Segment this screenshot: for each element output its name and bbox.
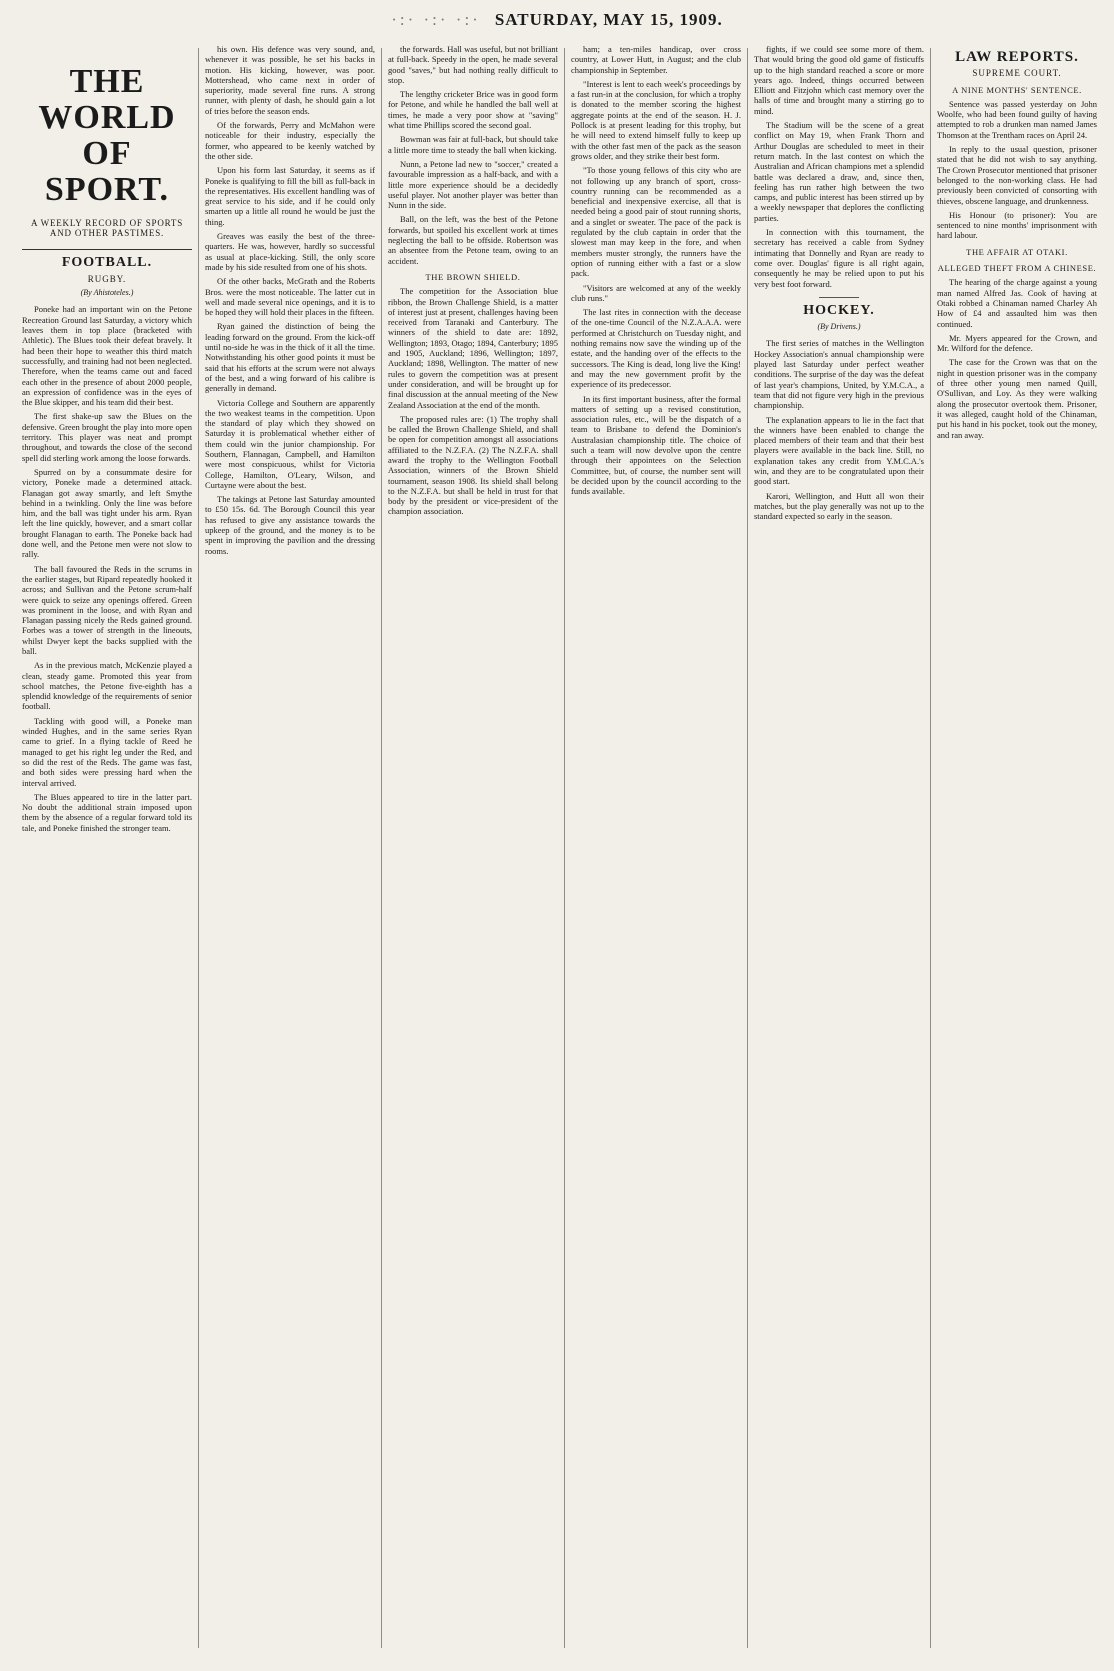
paragraph: The takings at Petone last Saturday amounted to £50 15s. 6d. The Borough Council this year has refused to give any assistance towards the upkeep of the ground, and the money is to be spent in improving the pavilion and the dressing rooms. (205, 494, 375, 556)
column-rule (381, 48, 382, 1648)
column-4 (571, 44, 741, 1659)
paragraph: "To those young fellows of this city who are not following up any branch of sport, cross-country running can be recommended as a beneficial and inexpensive exercise, all that is needed being a good pair of stout running shorts, and a singlet or sweater. The pace of the pack is regulated by the club captain in order that the slowest man may keep in the fore, and when members muster strongly, the runners have the option of running either with a fast or a slow pack. (571, 165, 741, 279)
paragraph: The ball favoured the Reds in the scrums in the earlier stages, but Ripard repeatedly hooked it across; and Sullivan and the Petone scrum-half were quick to seize any openings offered. Green was prominent in the loose, and with Ryan and Flanagan passing nicely the Reds gained ground. Forbes was a tower of strength in the lineouts, whilst Dwyer kept the backs supplied with the ball. (22, 563, 192, 656)
column-2 (205, 44, 375, 1659)
byline: (By Drivens.) (817, 322, 861, 332)
paragraph: In reply to the usual question, prisoner stated that he did not wish to say anything. The Crown Prosecutor mentioned that prisoner belonged to the non-working class. He had previously been convicted of consorting with thieves, obscene language, and drunkenness. (937, 144, 1097, 206)
column-rule (564, 48, 565, 1648)
subhead-rugby: RUGBY. (87, 273, 127, 284)
paragraph: the forwards. Hall was useful, but not brilliant at full-back. Speedy in the open, he made several good "saves," but had nothing really difficult to stop. (388, 44, 558, 85)
column-3 (388, 44, 558, 1659)
caption: THE AFFAIR AT OTAKI. (966, 246, 1068, 257)
paragraph: The first shake-up saw the Blues on the defensive. Green brought the play into more open territory. This player was neat and prompt throughout, and towards the close of the second spell did sterling work among the loose forwards. (22, 411, 192, 463)
paragraph: The last rites in connection with the decease of the one-time Council of the N.Z.A.A.A. were performed at Christchurch on Tuesday night, and nothing remains now save the winding up of the estate, and the handing over of the effects to the successors. The King is dead, long live the King! and may the new government profit by the experience of its predecessor. (571, 307, 741, 390)
paragraph: Ryan gained the distinction of being the leading forward on the ground. From the kick-off until no-side he was in the thick of it all the time. Notwithstanding his other good points it must be said that his efforts at the scrum were not always of the best, and a wing forward of his calibre is generally in demand. (205, 321, 375, 394)
paragraph: The lengthy cricketer Brice was in good form for Petone, and while he handled the ball well at times, he made a very poor show at "saving" what time Phillips scored the second goal. (388, 89, 558, 131)
paragraph: Ball, on the left, was the best of the Petone forwards, but spoiled his excellent work at times neglecting the ball to be offside. Robertson was an absentee from the Petone team, owing to an accident. (388, 214, 558, 266)
paragraph: The first series of matches in the Wellington Hockey Association's annual championship were played last Saturday under perfect weather conditions. The surprise of the day was the defeat of last year's champions, United, by Y.M.C.A., a team that did not figure very high in the previous championship. (754, 338, 924, 411)
paragraph: As in the previous match, McKenzie played a clean, steady game. Promoted this year from school matches, the Petone five-eighth has a splendid knowledge of the requirements of senior football. (22, 660, 192, 712)
caption: A NINE MONTHS' SENTENCE. (952, 84, 1082, 95)
column-rule (930, 48, 931, 1648)
column-5 (754, 44, 924, 1659)
paragraph: The explanation appears to lie in the fact that the winners have been enabled to change the placed members of their team and that their best players were available in the back line. Still, no explanation takes any credit from Y.M.C.A.'s win, and they are to be congratulated upon their good start. (754, 414, 924, 487)
paragraph: Of the other backs, McGrath and the Roberts Bros. were the most noticeable. The latter cut in well and made several nice openings, and it is to be hoped they will hold their places in the fifteen. (205, 276, 375, 318)
paragraph: In its first important business, after the formal matters of setting up a revised constitution, association rules, etc., will be the dispatch of a team to Brisbane to defend the Dominion's Australasian championship title. The choice of such a team will now devolve upon the centre through their appointees on the Selection Committee, but, of course, the number sent will be decided upon by the council according to the funds available. (571, 393, 741, 497)
running-head (0, 0, 1114, 40)
masthead: THE WORLD OF SPORT. (38, 63, 176, 208)
paragraph: "Interest is lent to each week's proceedings by a fast run-in at the conclusion, for which a trophy is donated to the member scoring the highest aggregate points at the end of the season. H. J. Pollock is at present leading for this trophy, but he will need to extend himself fully to keep up with the other fast men of the pack as the season grows older, and they strike their best form. (571, 78, 741, 161)
paragraph: his own. His defence was very sound, and, whenever it was possible, he set his backs in motion. His kicking, however, was poor. Mottershead, who came next in order of superiority, made several fine runs. A strong runner, with plenty of dash, he should gain a lot of tries before the season ends. (205, 44, 375, 116)
paragraph: "Visitors are welcomed at any of the weekly club runs." (571, 282, 741, 303)
paragraph: The case for the Crown was that on the night in question prisoner was in the company of three other young men named Quill, O'Sullivan, and Loy. As they were walking along the prosecutor overtook them. Prisoner, it was alleged, caught hold of the Chinaman, put his hand in his pocket, took out the money, and ran away. (937, 357, 1097, 440)
caption: ALLEGED THEFT FROM A CHINESE. (937, 263, 1097, 274)
paragraph: The proposed rules are: (1) The trophy shall be called the Brown Challenge Shield, and shall be open for competition amongst all associations affiliated to the N.Z.F.A. (2) The N.Z.F.A. shall award the trophy to the Wellington Football Association, winners of the Brown Shield tournament, season 1908. Its shield shall belong to the N.Z.F.A. but shall be held in trust for that body by the president or vice-president of the champion association. (388, 413, 558, 517)
byline: (By Ahistoteles.) (80, 288, 134, 298)
paragraph: The hearing of the charge against a young man named Alfred Jas. Cook of having at Otaki robbed a Chinaman named Charley Ah How of £4 and assaulted him was then continued. (937, 277, 1097, 329)
section-divider (819, 297, 859, 298)
paragraph: Upon his form last Saturday, it seems as if Poneke is qualifying to fill the bill as full-back in the representatives. His excellent handling was of great service to his side, and if he could only smarten up a little all round he would be just the thing. (205, 165, 375, 227)
paragraph: Mr. Myers appeared for the Crown, and Mr. Wilford for the defence. (937, 332, 1097, 354)
paragraph: The competition for the Association blue ribbon, the Brown Challenge Shield, is a matter of interest just at present, challenges having been received from Taranaki and Canterbury. The winners of the shield to date are: 1892, Wellington; 1893, Otago; 1894, Canterbury; 1895 and 1905, Auckland; 1896, Wellington; 1897, Auckland; 1898, Wellington. The matter of new rules to govern the competition was at present under consideration, and will be brought up for final discussion at the annual meeting of the New Zealand Association at the end of the month. (388, 286, 558, 410)
paragraph: Spurred on by a consummate desire for victory, Poneke made a determined attack. Flanagan got away smartly, and left Smythe behind in a twinkling. Only the line was before him, and the ball was tight under his arm. Ryan left the line quickly, however, and a smart collar brought Flanagan to earth. The Poneke back had done well, and the Petone men were not slow to rally. (22, 466, 192, 560)
issue-date: SATURDAY, MAY 15, 1909. (494, 10, 723, 29)
column-1 (22, 44, 192, 1659)
paragraph: Karori, Wellington, and Hutt all won their matches, but the play generally was not up to the standard expected so early in the season. (754, 490, 924, 522)
head-rule (22, 249, 192, 250)
paragraph: Bowman was fair at full-back, but should take a little more time to steady the ball when kicking. (388, 134, 558, 155)
column-rule (198, 48, 199, 1648)
section-brown-shield: THE BROWN SHIELD. (425, 271, 521, 282)
paragraph: Of the forwards, Perry and McMahon were noticeable for their industry, especially the former, who appeared to be keenly watched by the other side. (205, 120, 375, 161)
paragraph: Tackling with good will, a Poneke man winded Hughes, and in the same series Ryan came to grief. In a flying tackle of Reed he managed to get his right leg under the Red, and so did the rest of the Reds. The game was fast, and both sides were pressing hard when the interval arrived. (22, 715, 192, 788)
paragraph: The Stadium will be the scene of a great conflict on May 19, when Frank Thorn and Arthur Douglas are scheduled to meet in their return match. In the last contest on which the Australian and African champions met a splendid battle was declared a draw, and, since then, feeling has run rather high between the two camps, and public interest has been stirred up by a weekly newspaper that deplores the conflicting parties. (754, 120, 924, 223)
subhead-supreme-court: SUPREME COURT. (972, 68, 1062, 79)
masthead-subtitle: A WEEKLY RECORD OF SPORTS AND OTHER PASTIMES. (30, 218, 184, 239)
section-hockey: HOCKEY. (803, 302, 875, 318)
column-rule (747, 48, 748, 1648)
paragraph: Nunn, a Petone lad new to "soccer," created a favourable impression as a half-back, and with a little more experience should be a decidedly useful player. Not another player was better than Nunn in the side. (388, 158, 558, 211)
paragraph: Greaves was easily the best of the three-quarters. He was, however, hardly so successful as usual at place-kicking. Still, the only score made by his side resulted from one of his shots. (205, 231, 375, 272)
running-head-ornament: ·:· ·:· ·:· (391, 10, 481, 29)
paragraph: ham; a ten-miles handicap, over cross country, at Lower Hutt, in August; and the club championship in September. (571, 44, 741, 75)
paragraph: Sentence was passed yesterday on John Woolfe, who had been found guilty of having attempted to rob a drunken man named James Thomson at the Trentham races on April 24. (937, 98, 1097, 140)
section-football: FOOTBALL. (61, 254, 153, 270)
paragraph: Poneke had an important win on the Petone Recreation Ground last Saturday, a victory which leaves them in top place (bracketed with Athletic). The Blues took their defeat bravely. It had been their hope to weather this third match successfully, and training had not been neglected. Therefore, when the teams came out and faced each other in the presence of about 2000 people, an expression of confidence was in the eyes of the Blue skipper, and his team did their best. (22, 304, 192, 408)
paragraph: The Blues appeared to tire in the latter part. No doubt the additional strain imposed upon them by the absence of a regular forward told its tale, and Poneke finished the stronger team. (22, 791, 192, 833)
section-law-reports: LAW REPORTS. (955, 49, 1079, 65)
column-6 (937, 44, 1097, 1659)
paragraph: In connection with this tournament, the secretary has received a cable from Sydney intimating that Donnelly and Ryan are ready to come over. Douglas' figure is all right again, consequently he may be relied upon to put his very best foot forward. (754, 227, 924, 289)
paragraph: fights, if we could see some more of them. That would bring the good old game of fisticuffs up to the high standard reached a score or more years ago. Indeed, things occurred between Elliott and Fitzjohn which cast memory over the halls of time and brought many a stirring go to mind. (754, 44, 924, 116)
paragraph: Victoria College and Southern are apparently the two weakest teams in the competition. Upon the standard of play which they showed on Saturday it is problematical whether either of them could win the junior championship. For Southern, Flannagan, Campbell, and Hamilton were most conspicuous, whilst for Victoria College, Hamilton, O'Leary, Wilson, and Curtayne were about the best. (205, 397, 375, 490)
paragraph: His Honour (to prisoner): You are sentenced to nine months' imprisonment with hard labour. (937, 209, 1097, 241)
